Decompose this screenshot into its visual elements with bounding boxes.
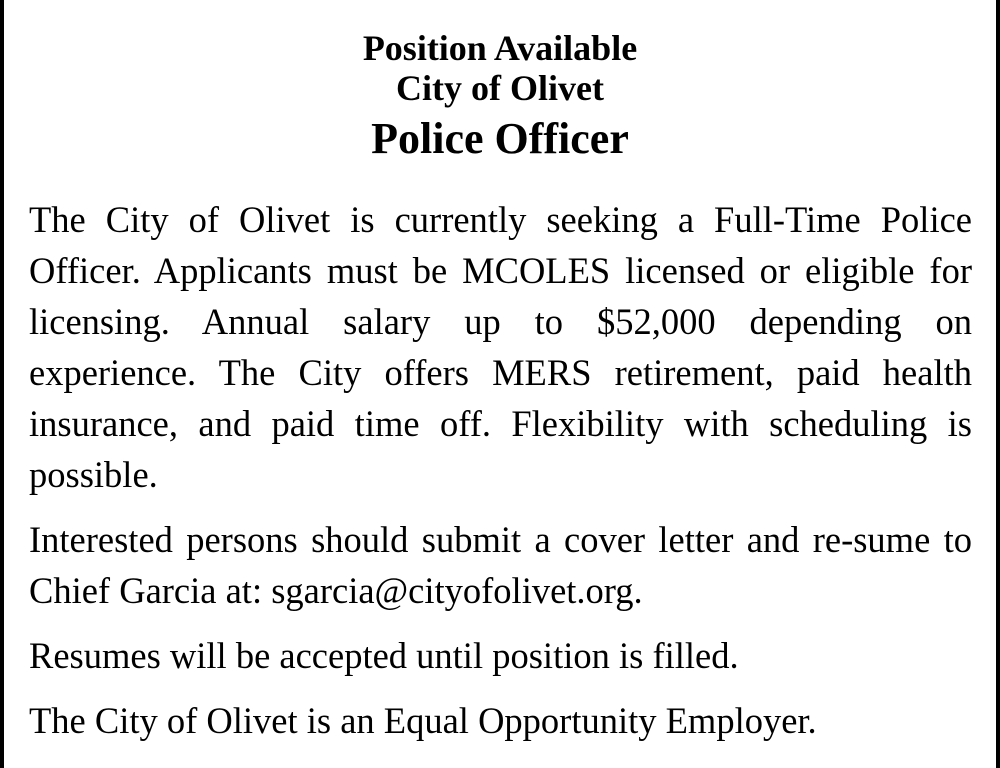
job-title-heading: Police Officer: [371, 114, 629, 163]
application-instructions-paragraph: Interested persons should submit a cover letter and re-sume to Chief Garcia at: sgarcia@cityofolivet.org.: [29, 519, 972, 611]
position-available-heading: Position Available: [362, 28, 638, 68]
equal-opportunity-paragraph: The City of Olivet is an Equal Opportunity Employer.: [29, 700, 817, 741]
ad-header: [4, 0, 996, 166]
ad-body: [29, 194, 972, 746]
deadline-paragraph: Resumes will be accepted until position is filled.: [29, 635, 739, 676]
employer-name-heading: City of Olivet: [396, 68, 604, 108]
job-description-paragraph: The City of Olivet is currently seeking a Full-Time Police Officer. Applicants must be MCOLES licensed or eligible for licensing. Annual salary up to $52,000 depending on experience. The City offers MERS retirement, paid health insurance, and paid time off. Flexibility with scheduling is possible.: [29, 199, 972, 495]
